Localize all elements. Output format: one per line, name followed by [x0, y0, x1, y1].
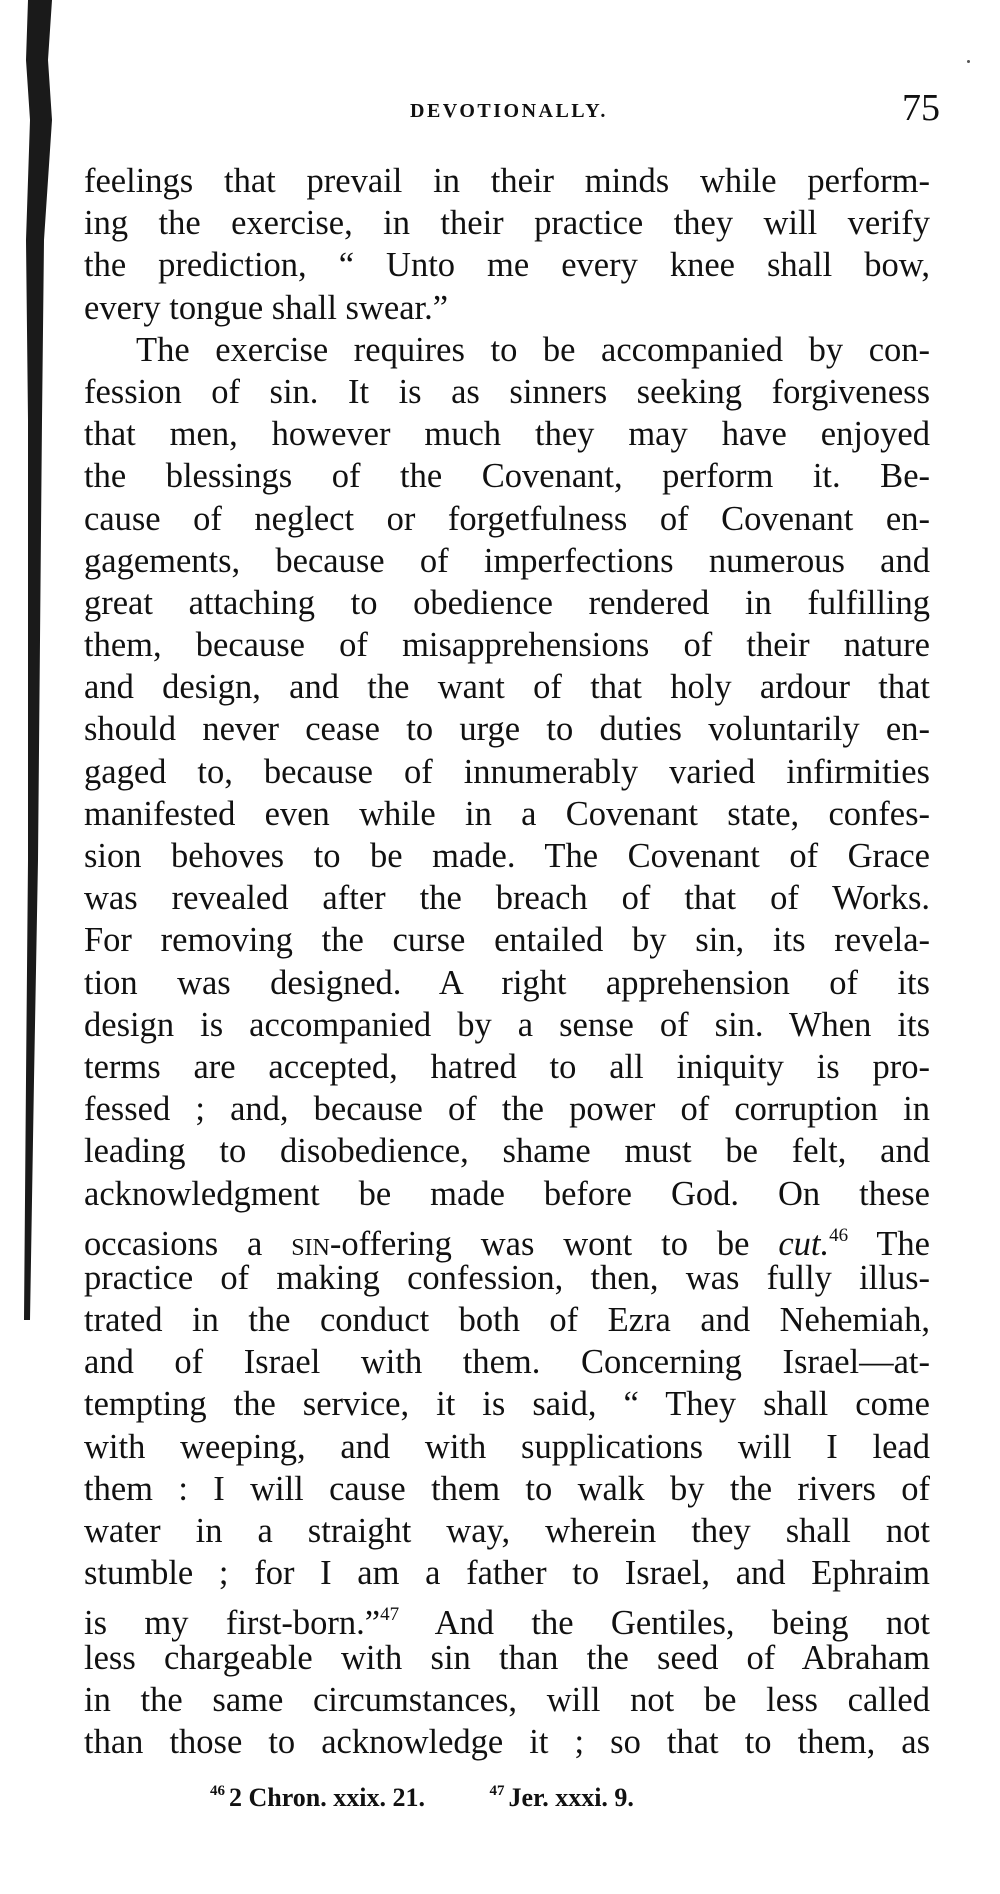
text-line: them : I will cause them to walk by the rivers of [84, 1469, 930, 1508]
footnote-mark: 47 [489, 1783, 505, 1799]
text-line: was revealed after the breach of that of Works. [84, 879, 930, 918]
text-line: fession of sin. It is as sinners seeking forgiveness [84, 372, 930, 411]
text-line: great attaching to obedience rendered in fulfilling [84, 583, 930, 622]
text-line: tion was designed. A right apprehension of its [84, 963, 930, 1002]
small-caps-word: sin [291, 1224, 330, 1263]
footnote [490, 1783, 634, 1813]
text-line: less chargeable with sin than the seed of Abraham [84, 1638, 930, 1677]
text-line: tempting the service, it is said, “ They shall come [84, 1385, 930, 1424]
text-line: acknowledgment be made before God. On these [84, 1174, 930, 1213]
footnote-text: Jer. xxxi. 9. [508, 1783, 634, 1812]
footnote-reference: 46 [829, 1224, 849, 1246]
text-line: them, because of misapprehensions of their nature [84, 626, 930, 665]
page-speck [967, 60, 970, 63]
footnote-text: 2 Chron. xxix. 21. [229, 1783, 425, 1812]
page-number: 75 [902, 87, 940, 129]
text-line: sion behoves to be made. The Covenant of Grace [84, 837, 930, 875]
footnote-mark: 46 [210, 1783, 225, 1799]
page-header [100, 86, 960, 136]
text-line: in the same circumstances, will not be less called [84, 1680, 930, 1719]
text-line: practice of making confession, then, was fully illus- [84, 1258, 930, 1297]
text-line: water in a straight way, wherein they shall not [84, 1512, 930, 1550]
text-line: than those to acknowledge it ; so that to them, as [84, 1722, 930, 1761]
text-segment: occasions a [84, 1224, 292, 1263]
running-head: DEVOTIONALLY. [410, 100, 608, 122]
text-segment: is my first-born.” [84, 1604, 381, 1643]
text-line: and design, and the want of that holy ardour that [84, 668, 930, 707]
text-line: For removing the curse entailed by sin, its revela- [84, 921, 930, 960]
text-line: stumble ; for I am a father to Israel, and Ephraim [84, 1554, 930, 1593]
text-line: ing the exercise, in their practice they will verify [84, 204, 930, 243]
text-line: fessed ; and, because of the power of corruption in [84, 1090, 930, 1129]
text-line: every tongue shall swear.” [84, 288, 449, 327]
text-line: manifested even while in a Covenant state, confes- [84, 794, 930, 833]
text-line: cause of neglect or forgetfulness of Covenant en- [84, 499, 930, 538]
text-line: gaged to, because of innumerably varied infirmities [84, 752, 930, 791]
text-line: and of Israel with them. Concerning Israel—at- [84, 1343, 930, 1382]
text-line: with weeping, and with supplications will I lead [84, 1427, 930, 1466]
text-line: leading to disobedience, shame must be felt, and [84, 1132, 930, 1171]
text-line: the blessings of the Covenant, perform it. Be- [84, 457, 930, 496]
footnote-reference: 47 [380, 1604, 400, 1626]
text-line: gagements, because of imperfections numerous and [84, 541, 930, 580]
text-line: feelings that prevail in their minds while perform- [84, 162, 930, 200]
italic-word: cut. [778, 1224, 830, 1263]
text-line-firstborn [84, 1594, 930, 1643]
text-line: that men, however much they may have enjoyed [84, 415, 930, 454]
text-line: the prediction, “ Unto me every knee shall bow, [84, 246, 930, 285]
footnote [210, 1783, 425, 1813]
text-line: design is accompanied by a sense of sin. When its [84, 1005, 930, 1044]
text-line: terms are accepted, hatred to all iniquity is pro- [84, 1047, 930, 1086]
text-segment: The [848, 1224, 930, 1263]
binding-shadow [22, 0, 56, 1320]
body-text [84, 160, 930, 1763]
text-segment: -offering was wont to be [329, 1224, 779, 1263]
text-line: trated in the conduct both of Ezra and Nehemiah, [84, 1301, 930, 1340]
text-line: should never cease to urge to duties voluntarily en- [84, 710, 930, 749]
text-line: The exercise requires to be accompanied by con- [136, 330, 930, 369]
text-line-occasions [84, 1215, 930, 1263]
text-segment: And the Gentiles, being not [399, 1604, 930, 1643]
footnotes [210, 1783, 634, 1813]
